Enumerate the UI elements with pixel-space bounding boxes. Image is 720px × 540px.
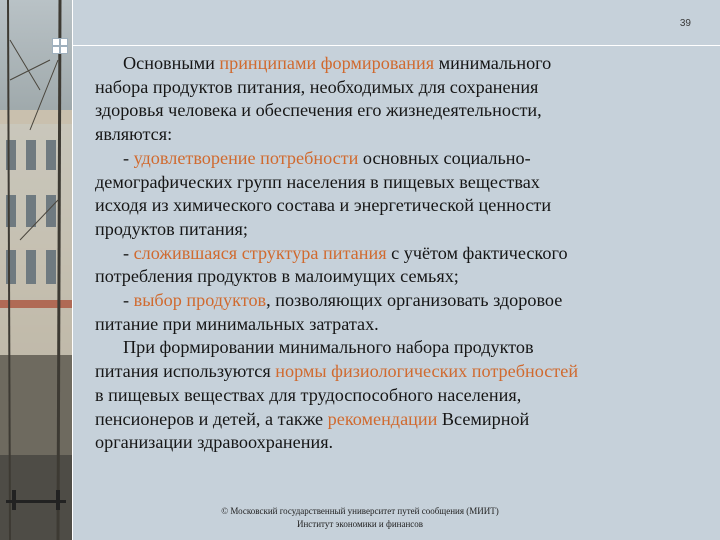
item3-line-2: питание при минимальных затратах.	[95, 313, 379, 334]
highlight-recommendations: рекомендации	[327, 408, 438, 429]
item1-line-1: - удовлетворение потребности основных социально-	[123, 147, 531, 168]
closing-line-5: организации здравоохранения.	[95, 432, 334, 453]
highlight-principles: принципами формирования	[219, 53, 435, 73]
closing-line-4: пенсионеров и детей, а также рекомендации Всемирной	[95, 408, 530, 429]
slide-body-text	[95, 52, 715, 455]
footer-university: © Московский государственный университет путей сообщения (МИИТ)	[221, 506, 499, 516]
highlight-needs: удовлетворение потребности	[133, 147, 359, 168]
highlight-physiological-needs: физиологических потребностей	[331, 361, 579, 382]
intro-line-3: здоровья человека и обеспечения его жизнедеятельности,	[95, 100, 542, 121]
slide-number: 39	[679, 18, 691, 29]
intro-line-4: являются:	[95, 124, 173, 145]
highlight-product-choice: выбор продуктов	[133, 290, 267, 311]
corner-squares-decoration	[52, 38, 68, 54]
highlight-norms: нормы	[275, 361, 327, 382]
intro-line-1: Основными принципами формирования минимального	[123, 53, 552, 73]
frame-line-vertical	[72, 0, 73, 540]
closing-line-3: в пищевых веществах для трудоспособного населения,	[95, 384, 522, 405]
item1-line-2: демографических групп населения в пищевых веществах	[95, 171, 540, 192]
building-photo	[0, 0, 72, 540]
highlight-structure: сложившаяся структура питания	[133, 242, 387, 263]
frame-line-horizontal	[72, 45, 720, 46]
item3-line-1: - выбор продуктов, позволяющих организовать здоровое	[123, 290, 563, 311]
closing-line-2: питания используются нормы физиологических потребностей	[95, 361, 579, 382]
intro-line-2: набора продуктов питания, необходимых для сохранения	[95, 76, 539, 97]
item2-line-2: потребления продуктов в малоимущих семьях;	[95, 266, 459, 287]
item1-line-3: исходя из химического состава и энергетической ценности	[95, 195, 552, 216]
footer-institute: Институт экономики и финансов	[296, 519, 424, 529]
closing-line-1: При формировании минимального набора продуктов	[123, 337, 534, 358]
item2-line-1: - сложившаяся структура питания с учётом фактического	[123, 242, 568, 263]
item1-line-4: продуктов питания;	[95, 218, 248, 239]
slide-footer	[0, 505, 720, 531]
